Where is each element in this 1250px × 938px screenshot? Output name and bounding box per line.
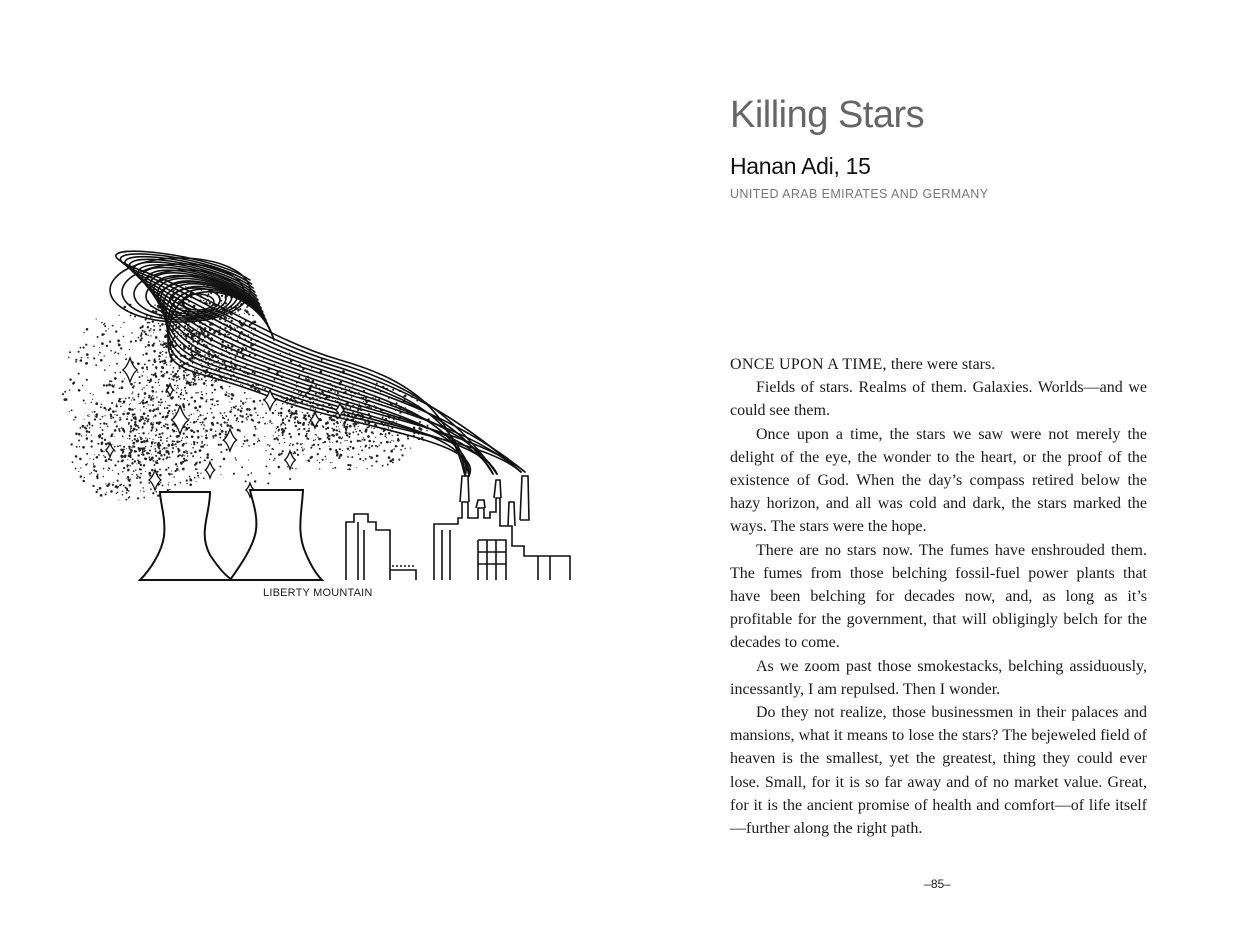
paragraph: There are no stars now. The fumes have enshrouded them. The fumes from those belching fossil-fuel power plants that have been belching for decades now, and, as long as it’s profitable for the government, that will obligingly belch for the decades to come. bbox=[730, 541, 1147, 652]
opening-text: there were stars. bbox=[886, 356, 996, 373]
author-country: UNITED ARAB EMIRATES AND GERMANY bbox=[730, 187, 989, 201]
story-body bbox=[730, 353, 1147, 840]
opening-words: ONCE UPON A TIME, bbox=[730, 356, 887, 373]
smokestack-illustration bbox=[50, 240, 580, 585]
paragraph: Once upon a time, the stars we saw were not merely the delight of the eye, the wonder to the heart, or the proof of the existence of God. When the day’s compass retired below the hazy horizon, and all was cold and dark, the stars marked the ways. The stars were the hope. bbox=[730, 425, 1147, 536]
page-number: –85– bbox=[924, 877, 951, 891]
illustration-caption: LIBERTY MOUNTAIN bbox=[263, 587, 373, 599]
city-skyline bbox=[346, 476, 570, 580]
author-name: Hanan Adi, 15 bbox=[730, 153, 871, 179]
paragraph: As we zoom past those smokestacks, belching assiduously, incessantly, I am repulsed. Then I wonder. bbox=[730, 657, 1147, 698]
smoke-stipple bbox=[62, 285, 430, 500]
paragraph: Fields of stars. Realms of them. Galaxies. Worlds—and we could see them. bbox=[730, 379, 1147, 420]
story-title: Killing Stars bbox=[730, 94, 925, 136]
paragraph: Do they not realize, those businessmen in their palaces and mansions, what it means to lose the stars? The bejeweled field of heaven is the smallest, yet the greatest, thing they could ever lose. Small, for it is so far away and of no market value. Great, for it is the ancient promise of health and comfort—of life itself—further along the right path. bbox=[730, 704, 1147, 838]
right-page bbox=[625, 0, 1250, 938]
paragraph-opening bbox=[730, 353, 1147, 376]
cooling-towers bbox=[140, 490, 322, 580]
